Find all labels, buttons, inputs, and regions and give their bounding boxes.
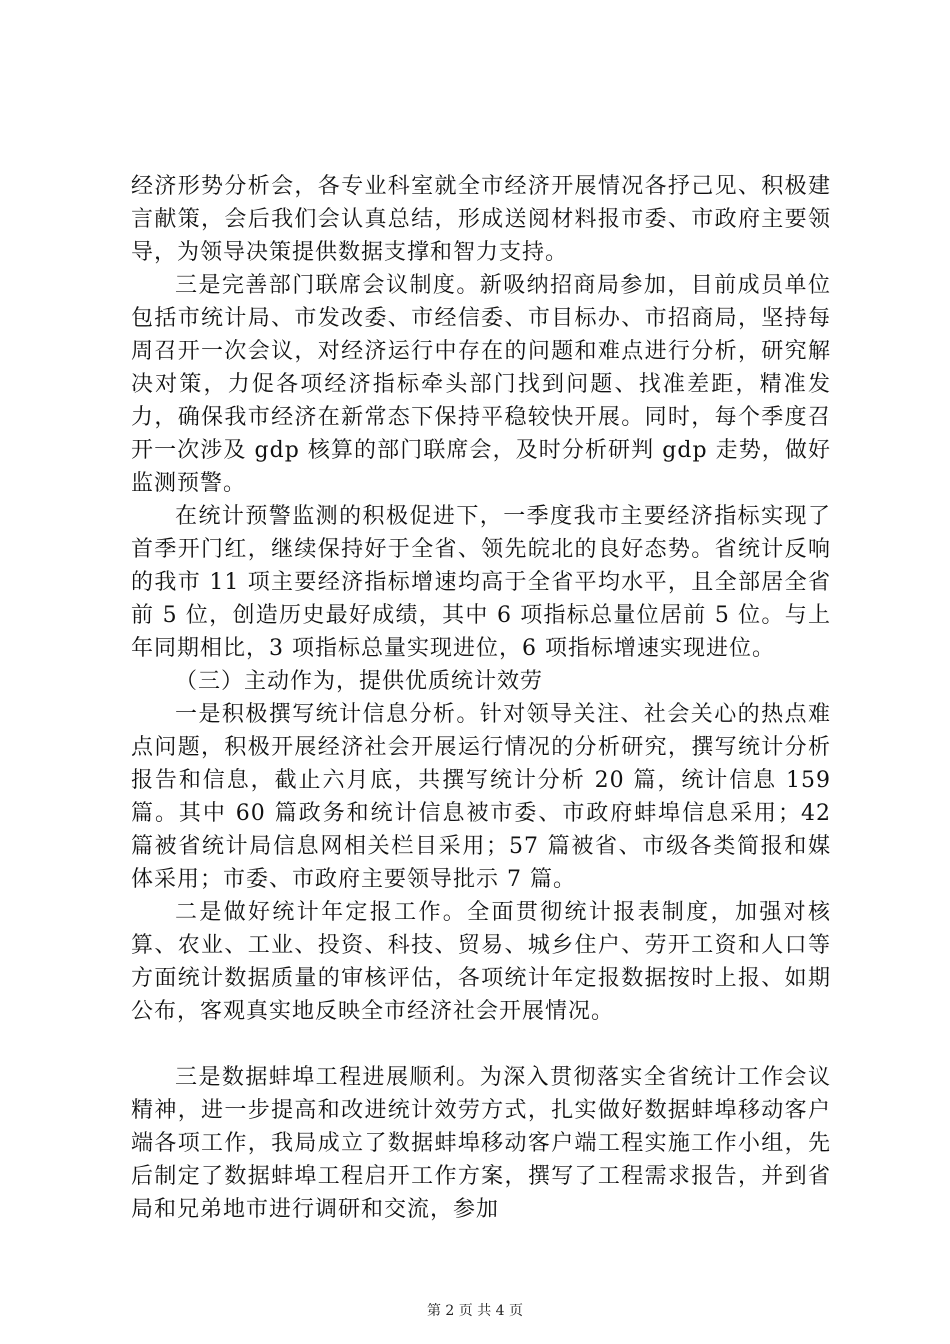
paragraph-q1-indicators: 在统计预警监测的积极促进下，一季度我市主要经济指标实现了首季开门红，继续保持好于全省、领先皖北的良好态势。省统计反响的我市 11 项主要经济指标增速均高于全省平均水平，且全部居全省前 5 位，创造历史最好成绩，其中 6 项指标总量位居前 5 位。与上年同期相比，3 项指标总量实现进位，6 项指标增速实现进位。 [131, 504, 831, 661]
paragraph-annual-reports: 二是做好统计年定报工作。全面贯彻统计报表制度，加强对核算、农业、工业、投资、科技、贸易、城乡住户、劳开工资和人口等方面统计数据质量的审核评估，各项统计年定报数据按时上报、如期公布，客观真实地反映全市经济社会开展情况。 [131, 900, 831, 1024]
paragraph-continuation: 经济形势分析会，各专业科室就全市经济开展情况各抒己见、积极建言献策，会后我们会认真总结，形成送阅材料报市委、市政府主要领导，为领导决策提供数据支撑和智力支持。 [131, 174, 831, 265]
paragraph-joint-meeting-system: 三是完善部门联席会议制度。新吸纳招商局参加，目前成员单位包括市统计局、市发改委、市经信委、市目标办、市招商局，坚持每周召开一次会议，对经济运行中存在的问题和难点进行分析，研究解决对策，力促各项经济指标牵头部门找到问题、找准差距，精准发力，确保我市经济在新常态下保持平稳较快开展。同时，每个季度召开一次涉及 gdp 核算的部门联席会，及时分析研判 gdp 走势，做好监测预警。 [131, 273, 831, 496]
page-footer: 第 2 页 共 4 页 [426, 1303, 524, 1319]
paragraph-data-bengbu-project: 三是数据蚌埠工程进展顺利。为深入贯彻落实全省统计工作会议精神，进一步提高和改进统计效劳方式，扎实做好数据蚌埠移动客户端各项工作，我局成立了数据蚌埠移动客户端工程实施工作小组，先后制定了数据蚌埠工程启开工作方案，撰写了工程需求报告，并到省局和兄弟地市进行调研和交流，参加 [131, 1065, 831, 1222]
paragraph-statistical-analysis: 一是积极撰写统计信息分析。针对领导关注、社会关心的热点难点问题，积极开展经济社会开展运行情况的分析研究，撰写统计分析报告和信息，截止六月底，共撰写统计分析 20 篇，统计信息 159 篇。其中 60 篇政务和统计信息被市委、市政府蚌埠信息采用；42 篇被省统计局信息网相关栏目采用；57 篇被省、市级各类简报和媒体采用；市委、市政府主要领导批示 7 篇。 [131, 702, 831, 892]
document-body [131, 170, 831, 1226]
section-heading-quality-service: （三）主动作为，提供优质统计效劳 [175, 669, 544, 694]
